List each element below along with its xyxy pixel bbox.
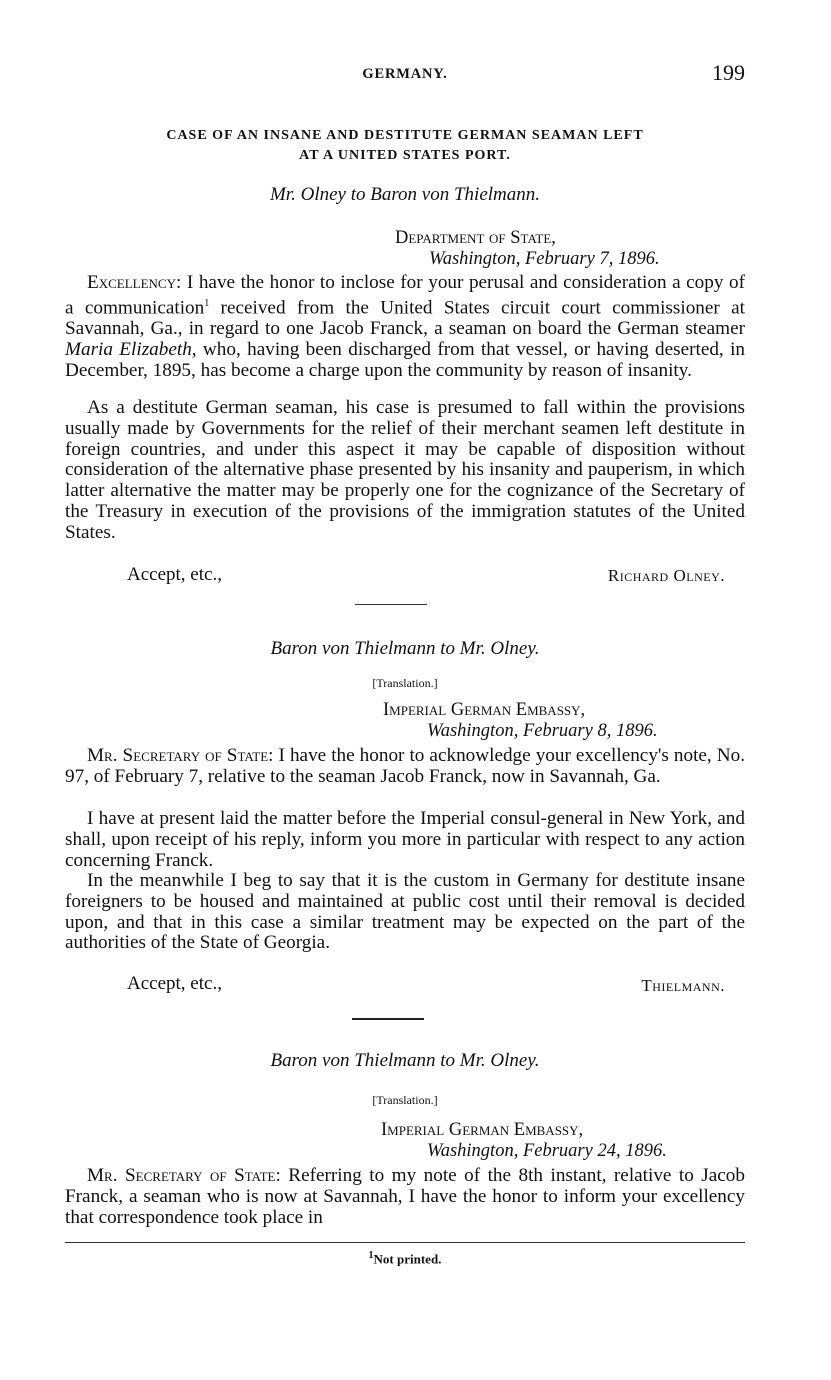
- section-title-line-2: AT A UNITED STATES PORT.: [299, 148, 511, 163]
- footnote-rule: [65, 1242, 745, 1243]
- letter-2-paragraph-3: In the meanwhile I beg to say that it is the custom in Germany for destitute insane foreigners to be housed and maintained at public cost until their removal is decided upon, and that in this case a similar treatment may be expected on the part of the authorities of the State of Georgia.: [65, 870, 745, 954]
- letter-2-heading: Baron von Thielmann to Mr. Olney.: [270, 638, 540, 659]
- running-head: GERMANY.: [362, 66, 448, 82]
- letter-1-heading: Mr. Olney to Baron von Thielmann.: [269, 184, 541, 205]
- letter-1-salutation: Excellency: [87, 272, 176, 293]
- letter-3-date: Washington, February 24, 1896.: [427, 1141, 667, 1161]
- footnote-ref: 1: [204, 297, 210, 309]
- letter-2-paragraph-2: I have at present laid the matter before the Imperial consul-general in New York, and shall, upon receipt of his reply, inform you more in particular with respect to any action concerning Franck.: [65, 808, 745, 871]
- letter-1-paragraph-2: As a destitute German seaman, his case is presumed to fall within the provisions usually made by Governments for the relief of their merchant seamen left destitute in foreign countries, and under this aspect it may be capable of disposition without consideration of the alternative phase presented by his insanity and pauperism, in which latter alternative the matter may be properly one for the cognizance of the Secretary of the Treasury in execution of the provisions of the immigration statutes of the United States.: [65, 397, 745, 543]
- letter-2-closing: Accept, etc.,: [127, 973, 222, 994]
- letter-2-translation-note: [Translation.]: [372, 676, 438, 690]
- separator-rule-2: [352, 1018, 424, 1020]
- separator-rule: [355, 604, 427, 605]
- section-title: [65, 126, 745, 166]
- letter-3-salutation: Mr. Secretary of State: [87, 1165, 276, 1186]
- letter-2-from: Imperial German Embassy,: [383, 700, 586, 720]
- footnote: [65, 1250, 745, 1267]
- letter-1-signature: Richard Olney.: [607, 566, 725, 585]
- letter-1-closing: Accept, etc.,: [127, 564, 222, 585]
- letter-1-p1-text-b: received from the United States circuit court commissioner at Savannah, Ga., in regard to one Jacob Franck, a seaman on board the German steamer: [65, 297, 745, 339]
- page-header: [65, 60, 745, 90]
- section-title-line-1: CASE OF AN INSANE AND DESTITUTE GERMAN SEAMAN LEFT: [166, 128, 644, 143]
- ship-name: Maria Elizabeth: [65, 338, 192, 360]
- letter-3-p1-text: : Referring to my note of the 8th instant, relative to Jacob Franck, a seaman who is now at Savannah, I have the honor to inform your excellency that correspondence took place in: [65, 1165, 745, 1228]
- letter-3-paragraph-1: [65, 1166, 745, 1228]
- letter-1-date: Washington, February 7, 1896.: [429, 249, 660, 269]
- page-number: 199: [712, 60, 745, 85]
- letter-2-signature: Thielmann.: [641, 976, 725, 995]
- letter-2-date: Washington, February 8, 1896.: [427, 721, 658, 741]
- letter-2-paragraph-1: [65, 746, 745, 788]
- letter-1-p1-text-a: : I have the honor to inclose for your perusal and consideration a copy of a communication: [65, 272, 745, 319]
- letter-1-paragraph-1: [65, 273, 745, 381]
- letter-3-translation-note: [Translation.]: [372, 1093, 438, 1107]
- letter-1-p1-text-c: , who, having been discharged from that vessel, or having deserted, in December, 1895, has become a charge upon the community by reason of insanity.: [65, 338, 745, 381]
- letter-3-from: Imperial German Embassy,: [381, 1120, 584, 1140]
- letter-2-salutation: Mr. Secretary of State: [87, 745, 269, 766]
- letter-1-from: Department of State,: [395, 228, 556, 248]
- letter-3-heading: Baron von Thielmann to Mr. Olney.: [270, 1050, 540, 1071]
- letter-2-p1-text: : I have the honor to acknowledge your excellency's note, No. 97, of February 7, relative to the seaman Jacob Franck, now in Savannah, Ga.: [65, 745, 745, 787]
- footnote-mark: 1: [368, 1250, 374, 1261]
- footnote-text: Not printed.: [373, 1251, 442, 1267]
